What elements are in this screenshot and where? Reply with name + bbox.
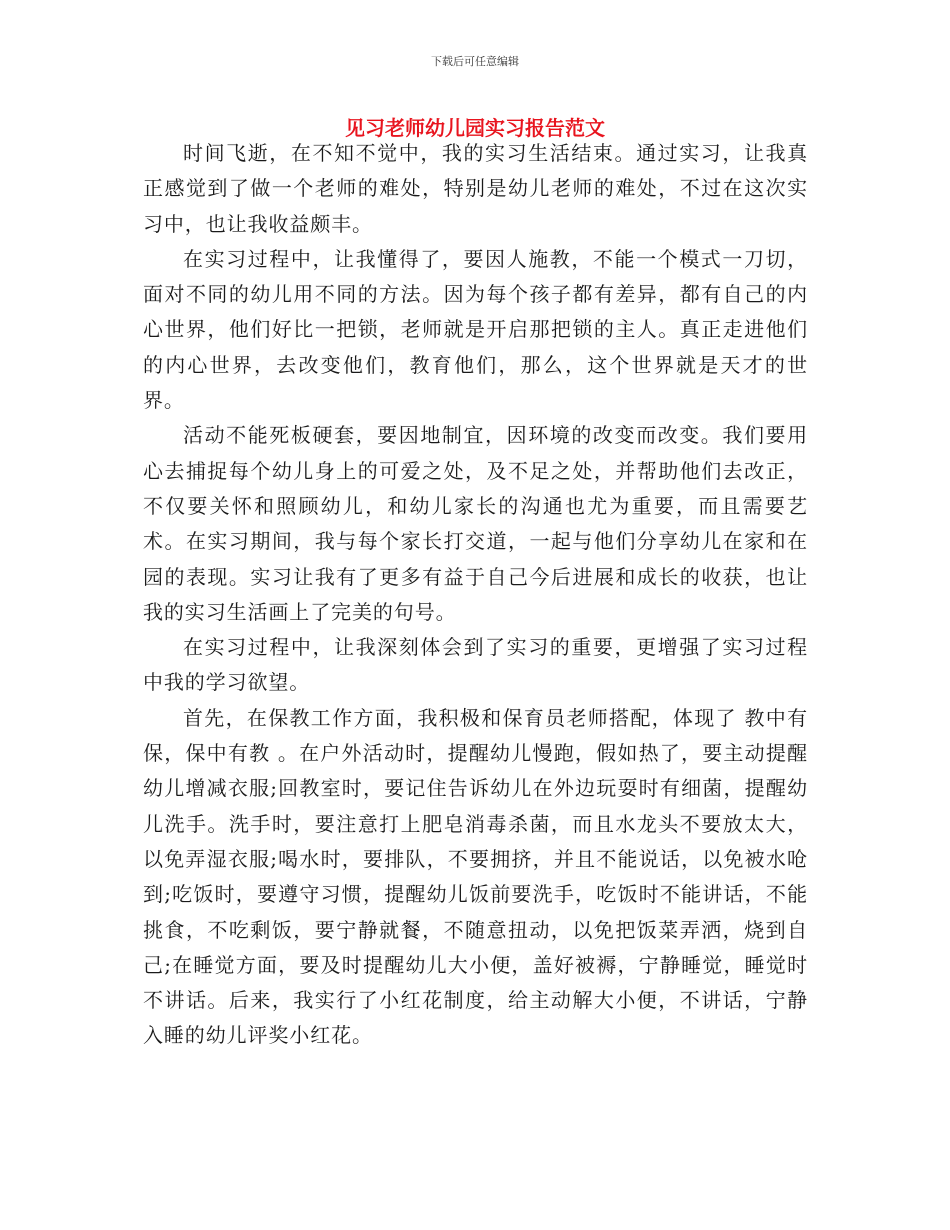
paragraph: 活动不能死板硬套，要因地制宜，因环境的改变而改变。我们要用心去捕捉每个幼儿身上的可爱之处，及不足之处，并帮助他们去改正，不仅要关怀和照顾幼儿，和幼儿家长的沟通也尤为重要，而且需要艺术。在实习期间，我与每个家长打交道，一起与他们分享幼儿在家和在园的表现。实习让我有了更多有益于自己今后进展和成长的收获，也让我的实习生活画上了完美的句号。 [143, 423, 808, 624]
paragraph: 在实习过程中，让我深刻体会到了实习的重要，更增强了实习过程中我的学习欲望。 [143, 635, 808, 695]
paragraph: 时间飞逝，在不知不觉中，我的实习生活结束。通过实习，让我真正感觉到了做一个老师的难处，特别是幼儿老师的难处，不过在这次实习中，也让我收益颇丰。 [143, 141, 808, 236]
document-title: 见习老师幼儿园实习报告范文 [345, 116, 605, 140]
paragraph: 首先，在保教工作方面，我积极和保育员老师搭配，体现了 教中有保，保中有教 。在户外活动时，提醒幼儿慢跑，假如热了，要主动提醒幼儿增减衣服;回教室时，要记住告诉幼儿在外边玩耍时有细菌，提醒幼儿洗手。洗手时，要注意打上肥皂消毒杀菌，而且水龙头不要放太大，以免弄湿衣服;喝水时，要排队，不要拥挤，并且不能说话，以免被水呛到;吃饭时，要遵守习惯，提醒幼儿饭前要洗手，吃饭时不能讲话，不能挑食，不吃剩饭，要宁静就餐，不随意扭动，以免把饭菜弄洒，烧到自己;在睡觉方面，要及时提醒幼儿大小便，盖好被褥，宁静睡觉，睡觉时不讲话。后来，我实行了小红花制度，给主动解大小便，不讲话，宁静入睡的幼儿评奖小红花。 [143, 705, 808, 1048]
header-note: 下载后可任意编辑 [431, 55, 519, 68]
paragraph: 在实习过程中，让我懂得了，要因人施教，不能一个模式一刀切，面对不同的幼儿用不同的方法。因为每个孩子都有差异，都有自己的内心世界，他们好比一把锁，老师就是开启那把锁的主人。真正走进他们的内心世界，去改变他们，教育他们，那么，这个世界就是天才的世界。 [143, 246, 808, 413]
document-body [143, 136, 808, 1054]
